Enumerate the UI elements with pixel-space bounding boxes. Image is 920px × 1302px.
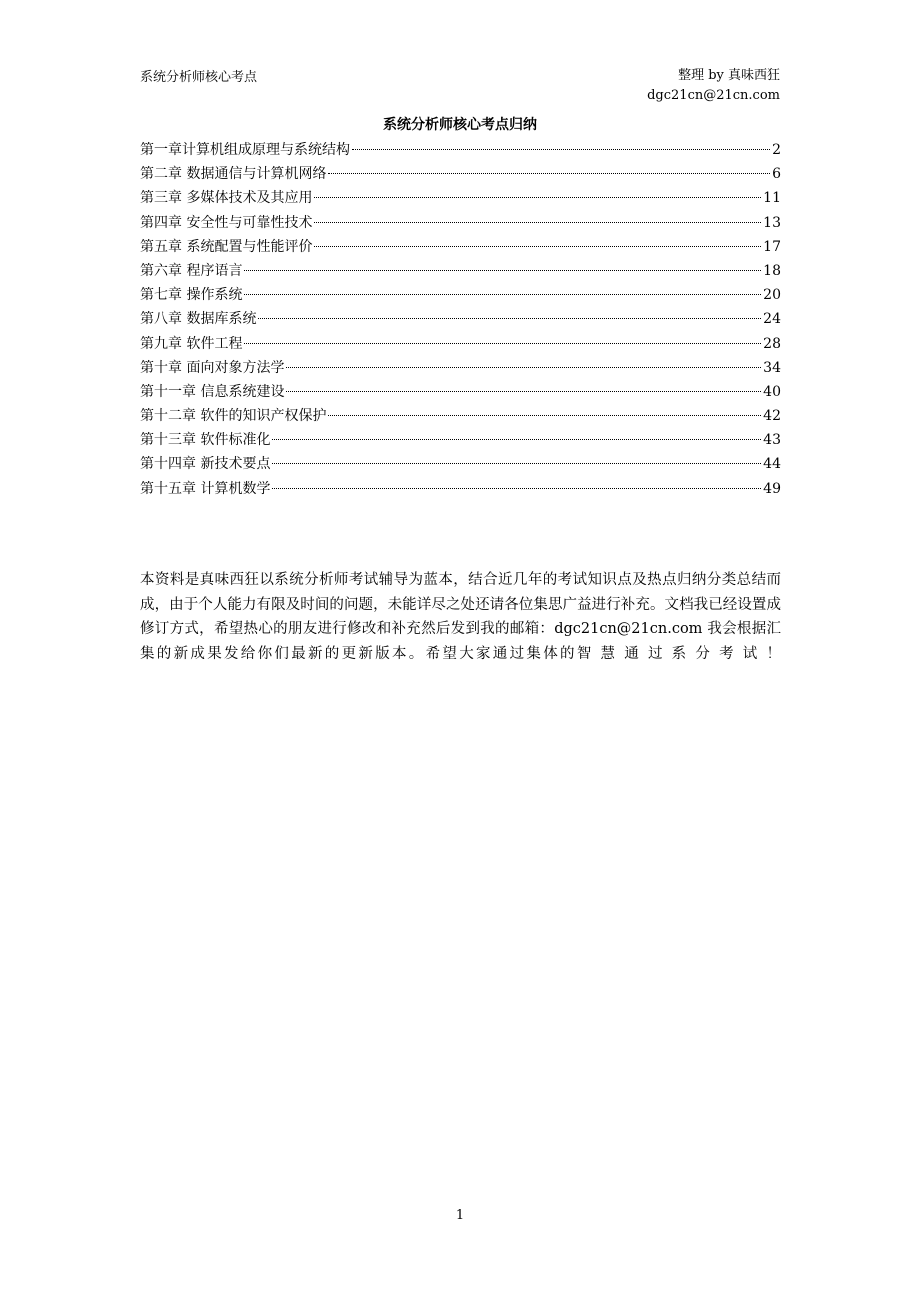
toc-leader-dots bbox=[272, 439, 761, 440]
toc-entry-title: 第四章 安全性与可靠性技术 bbox=[140, 214, 313, 231]
header-right bbox=[647, 66, 780, 106]
toc-entry-title: 第七章 操作系统 bbox=[140, 287, 243, 304]
toc-leader-dots bbox=[286, 367, 761, 368]
toc-entry-page: 13 bbox=[763, 214, 781, 231]
toc-entry-page: 28 bbox=[763, 335, 781, 352]
toc-entry[interactable] bbox=[140, 452, 781, 476]
toc-entry-title: 第八章 数据库系统 bbox=[140, 311, 257, 328]
toc-entry[interactable] bbox=[140, 477, 781, 501]
toc-entry-title: 第六章 程序语言 bbox=[140, 262, 243, 279]
toc-entry-page: 20 bbox=[763, 287, 781, 304]
toc-entry-page: 42 bbox=[763, 408, 781, 425]
document-title: 系统分析师核心考点归纳 bbox=[383, 117, 537, 133]
toc-leader-dots bbox=[244, 343, 761, 344]
toc-leader-dots bbox=[244, 294, 761, 295]
toc-leader-dots bbox=[314, 222, 761, 223]
toc-entry-title: 第十二章 软件的知识产权保护 bbox=[140, 408, 327, 425]
toc-leader-dots bbox=[328, 173, 770, 174]
toc-entry-title: 第一章计算机组成原理与系统结构 bbox=[140, 142, 350, 158]
toc-entry-page: 6 bbox=[772, 166, 781, 183]
toc-entry-title: 第十五章 计算机数学 bbox=[140, 480, 271, 497]
intro-paragraph: 本资料是真味西狂以系统分析师考试辅导为蓝本，结合近几年的考试知识点及热点归纳分类总结而成，由于个人能力有限及时间的问题，未能详尽之处还请各位集思广益进行补充。文档我已经设置成修订方式，希望热心的朋友进行修改和补充然后发到我的邮箱：dgc21cn@21cn.com 我会根据汇集的新成果发给你们最新的更新版本。希望大家通过集体的智 慧 通 过 系 分 考 试 ！ bbox=[140, 572, 781, 662]
header-left: 系统分析师核心考点 bbox=[140, 70, 258, 85]
toc-entry-page: 44 bbox=[763, 456, 781, 473]
toc-entry-title: 第三章 多媒体技术及其应用 bbox=[140, 190, 313, 207]
toc-leader-dots bbox=[328, 415, 761, 416]
toc-entry-page: 18 bbox=[763, 262, 781, 279]
toc-entry[interactable] bbox=[140, 307, 781, 331]
toc-entry-title: 第十三章 软件标准化 bbox=[140, 432, 271, 449]
toc-entry[interactable] bbox=[140, 235, 781, 259]
toc-entry-title: 第十章 面向对象方法学 bbox=[140, 359, 285, 376]
toc-leader-dots bbox=[244, 270, 761, 271]
toc-entry[interactable] bbox=[140, 259, 781, 283]
toc-entry[interactable] bbox=[140, 283, 781, 307]
toc-entry-page: 17 bbox=[763, 238, 781, 255]
toc-entry[interactable] bbox=[140, 162, 781, 186]
toc-leader-dots bbox=[314, 246, 761, 247]
toc-entry[interactable] bbox=[140, 211, 781, 235]
toc-leader-dots bbox=[258, 318, 761, 319]
toc-leader-dots bbox=[352, 149, 770, 150]
table-of-contents bbox=[140, 138, 781, 501]
toc-entry-title: 第十一章 信息系统建设 bbox=[140, 383, 285, 400]
toc-entry-page: 11 bbox=[763, 190, 781, 207]
toc-entry-title: 第九章 软件工程 bbox=[140, 335, 243, 352]
toc-leader-dots bbox=[314, 197, 761, 198]
toc-entry-page: 49 bbox=[763, 480, 781, 497]
toc-entry[interactable] bbox=[140, 138, 781, 162]
toc-entry[interactable] bbox=[140, 186, 781, 210]
toc-entry[interactable] bbox=[140, 380, 781, 404]
page-number: 1 bbox=[455, 1208, 465, 1223]
toc-leader-dots bbox=[286, 391, 761, 392]
header-email: dgc21cn@21cn.com bbox=[647, 88, 780, 103]
toc-entry-page: 24 bbox=[763, 311, 781, 328]
toc-entry[interactable] bbox=[140, 428, 781, 452]
toc-entry-page: 43 bbox=[763, 432, 781, 449]
header-author: 整理 by 真味西狂 bbox=[678, 68, 780, 83]
toc-entry[interactable] bbox=[140, 356, 781, 380]
toc-entry-page: 2 bbox=[772, 142, 781, 158]
toc-leader-dots bbox=[272, 488, 761, 489]
toc-entry-title: 第十四章 新技术要点 bbox=[140, 456, 271, 473]
toc-entry-page: 40 bbox=[763, 383, 781, 400]
toc-entry-page: 34 bbox=[763, 359, 781, 376]
toc-entry[interactable] bbox=[140, 404, 781, 428]
toc-leader-dots bbox=[272, 463, 761, 464]
toc-entry-title: 第二章 数据通信与计算机网络 bbox=[140, 166, 327, 183]
toc-entry-title: 第五章 系统配置与性能评价 bbox=[140, 238, 313, 255]
toc-entry[interactable] bbox=[140, 332, 781, 356]
